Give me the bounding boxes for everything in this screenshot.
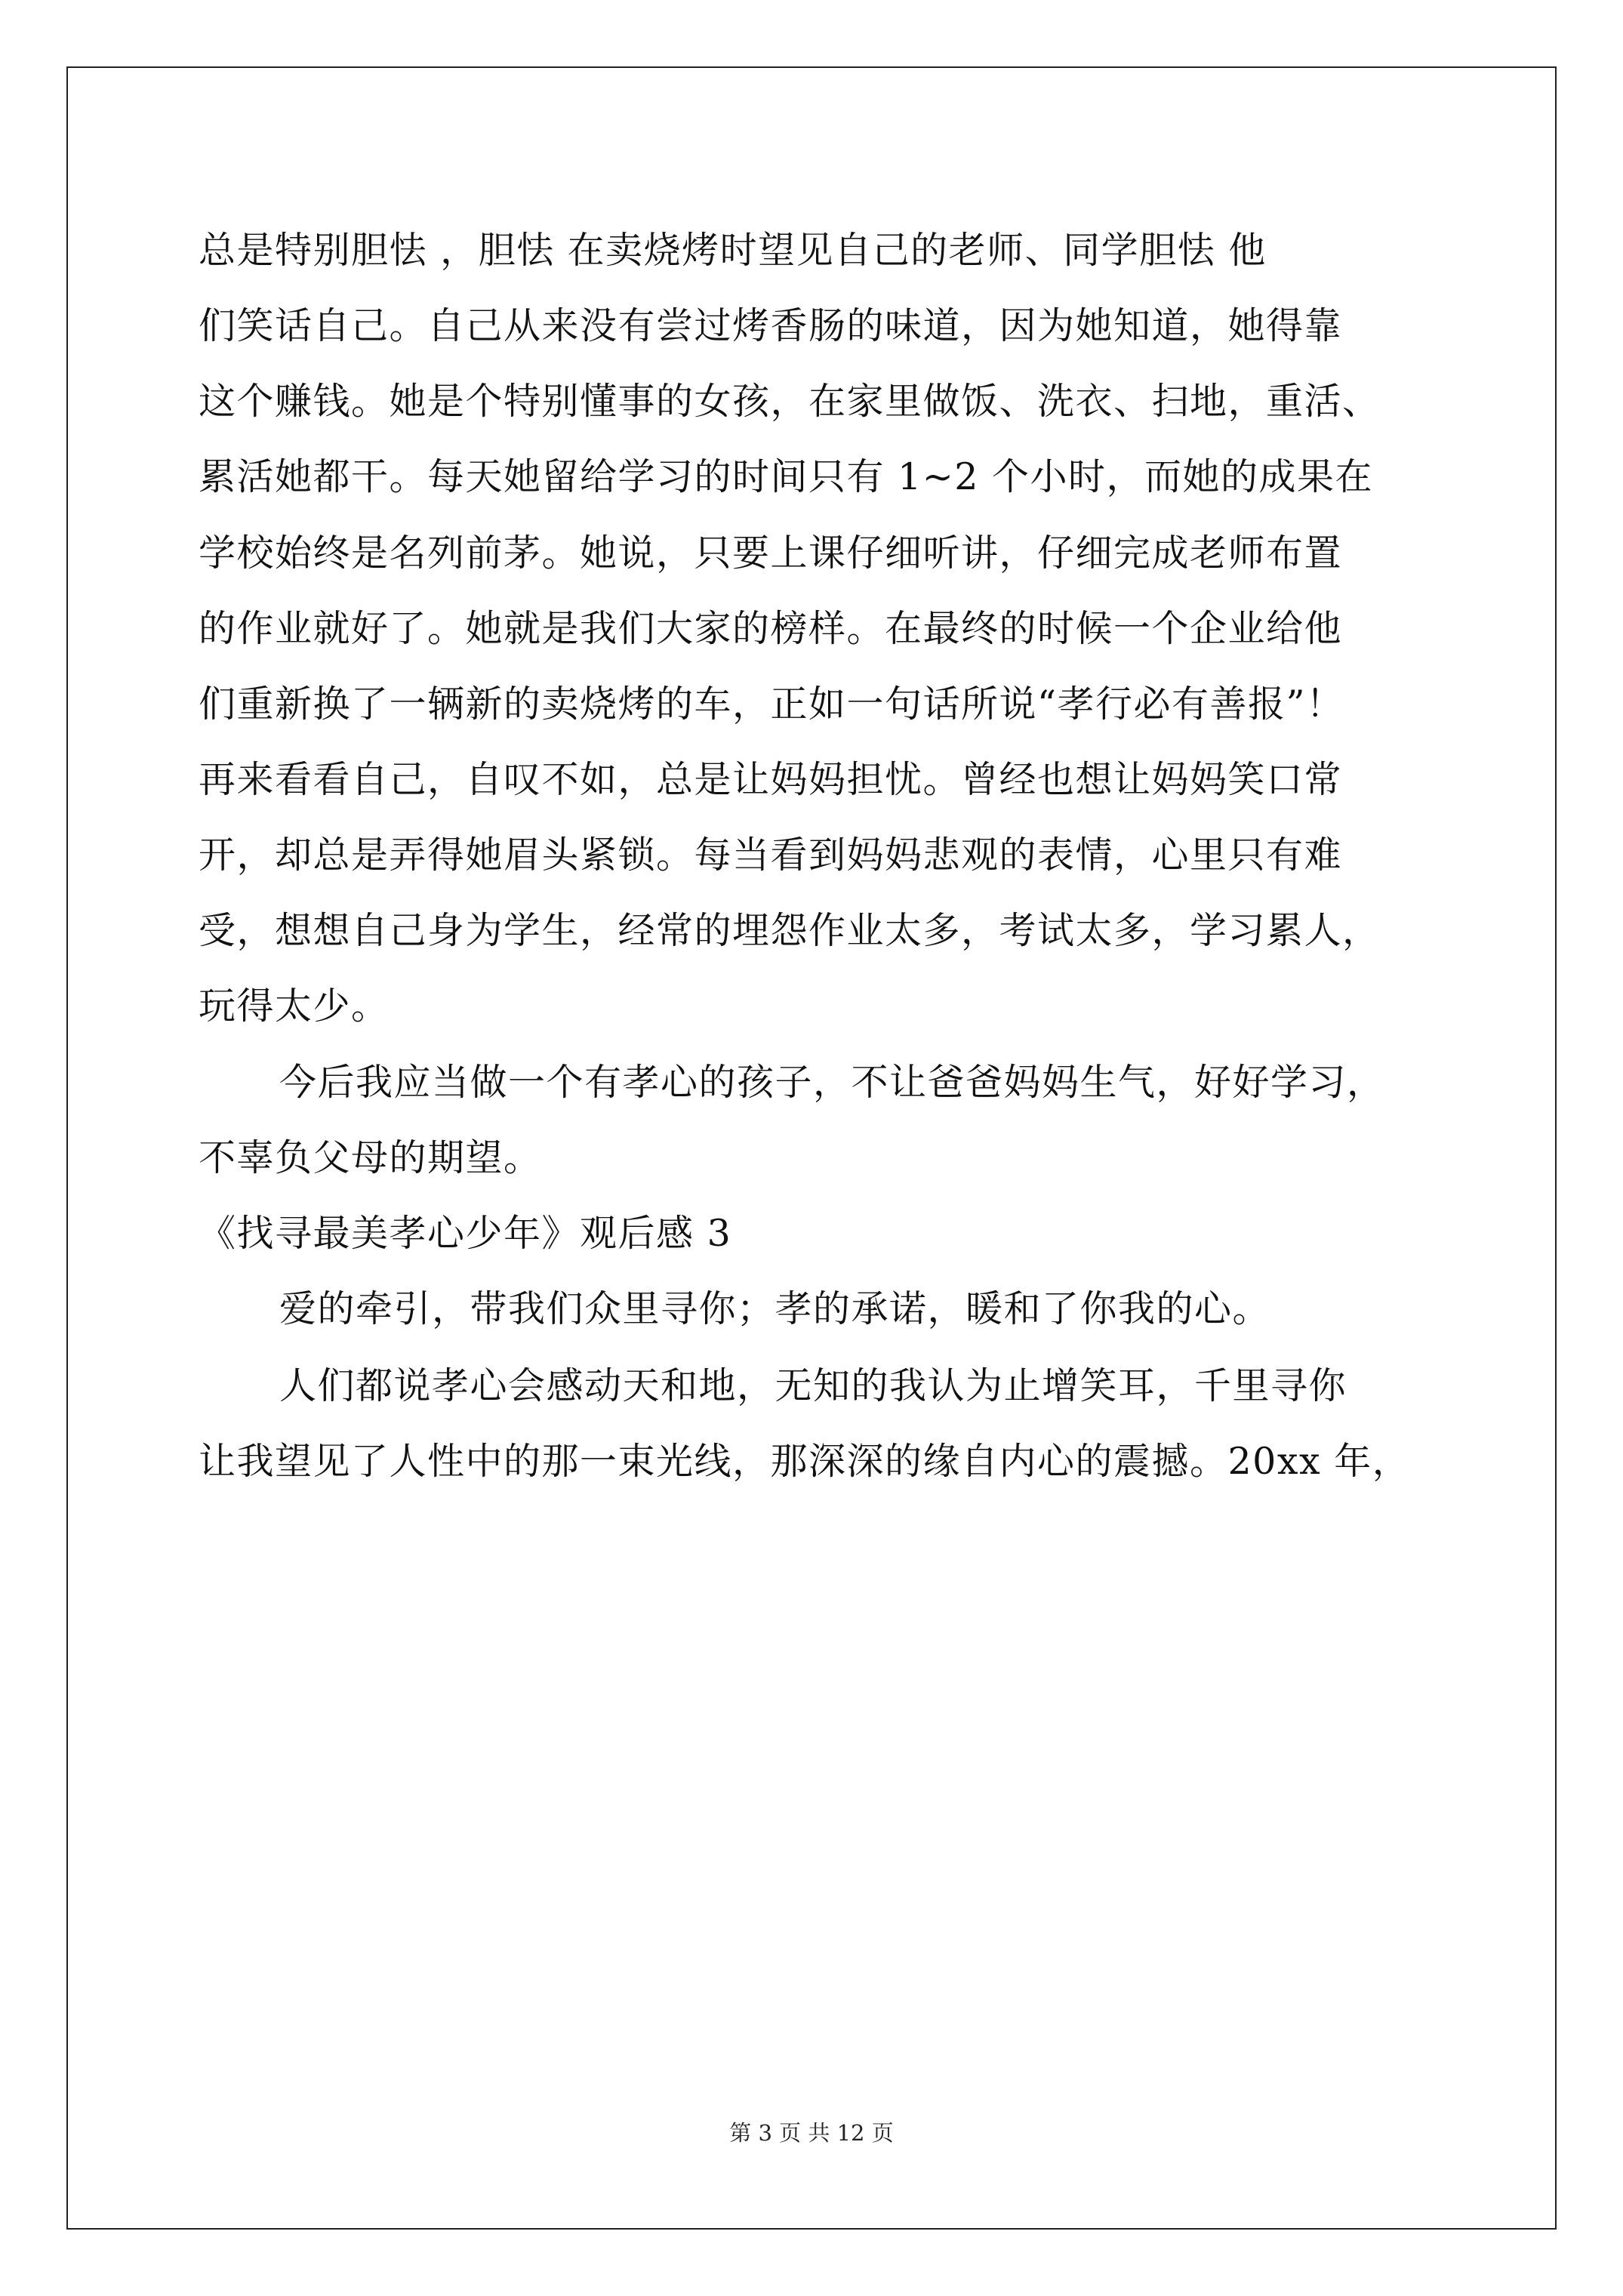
body-line-1: 总是特别胆怯 ，胆怯 在卖烧烤时望见自己的老师、同学胆怯 他 xyxy=(199,229,1267,272)
body-line-2: 们笑话自己。自己从来没有尝过烤香肠的味道，因为她知道，她得靠 xyxy=(199,304,1343,347)
body-line-4: 累活她都干。每天她留给学习的时间只有 1~2 个小时，而她的成果在 xyxy=(199,455,1374,498)
body-line-9: 开，却总是弄得她眉头紧锁。每当看到妈妈悲观的表情，心里只有难 xyxy=(199,834,1343,877)
body-line-5: 学校始终是名列前茅。她说，只要上课仔细听讲，仔细完成老师布置 xyxy=(199,532,1343,575)
body-line-8: 再来看看自己，自叹不如，总是让妈妈担忧。曾经也想让妈妈笑口常 xyxy=(199,758,1343,801)
paragraph-4-line-1: 人们都说孝心会感动天和地，无知的我认为止增笑耳，千里寻你 xyxy=(279,1364,1347,1407)
paragraph-2-line-2: 不辜负父母的期望。 xyxy=(199,1136,542,1179)
paragraph-3-line-1: 爱的牵引，带我们众里寻你；孝的承诺，暖和了你我的心。 xyxy=(279,1287,1271,1330)
page-footer: 第 3 页 共 12 页 xyxy=(729,2120,894,2146)
body-line-7: 们重新换了一辆新的卖烧烤的车，正如一句话所说“孝行必有善报”！ xyxy=(199,683,1344,726)
paragraph-4-line-2: 让我望见了人性中的那一束光线，那深深的缘自内心的震撼。20xx 年， xyxy=(199,1440,1411,1483)
body-line-11: 玩得太少。 xyxy=(199,985,390,1028)
body-line-6: 的作业就好了。她就是我们大家的榜样。在最终的时候一个企业给他 xyxy=(199,607,1343,650)
section-title: 《找寻最美孝心少年》观后感 3 xyxy=(199,1212,732,1255)
body-line-3: 这个赚钱。她是个特别懂事的女孩，在家里做饭、洗衣、扫地，重活、 xyxy=(199,380,1381,423)
paragraph-2-line-1: 今后我应当做一个有孝心的孩子，不让爸爸妈妈生气，好好学习， xyxy=(279,1061,1385,1104)
body-line-10: 受，想想自己身为学生，经常的埋怨作业太多，考试太多，学习累人， xyxy=(199,909,1381,952)
